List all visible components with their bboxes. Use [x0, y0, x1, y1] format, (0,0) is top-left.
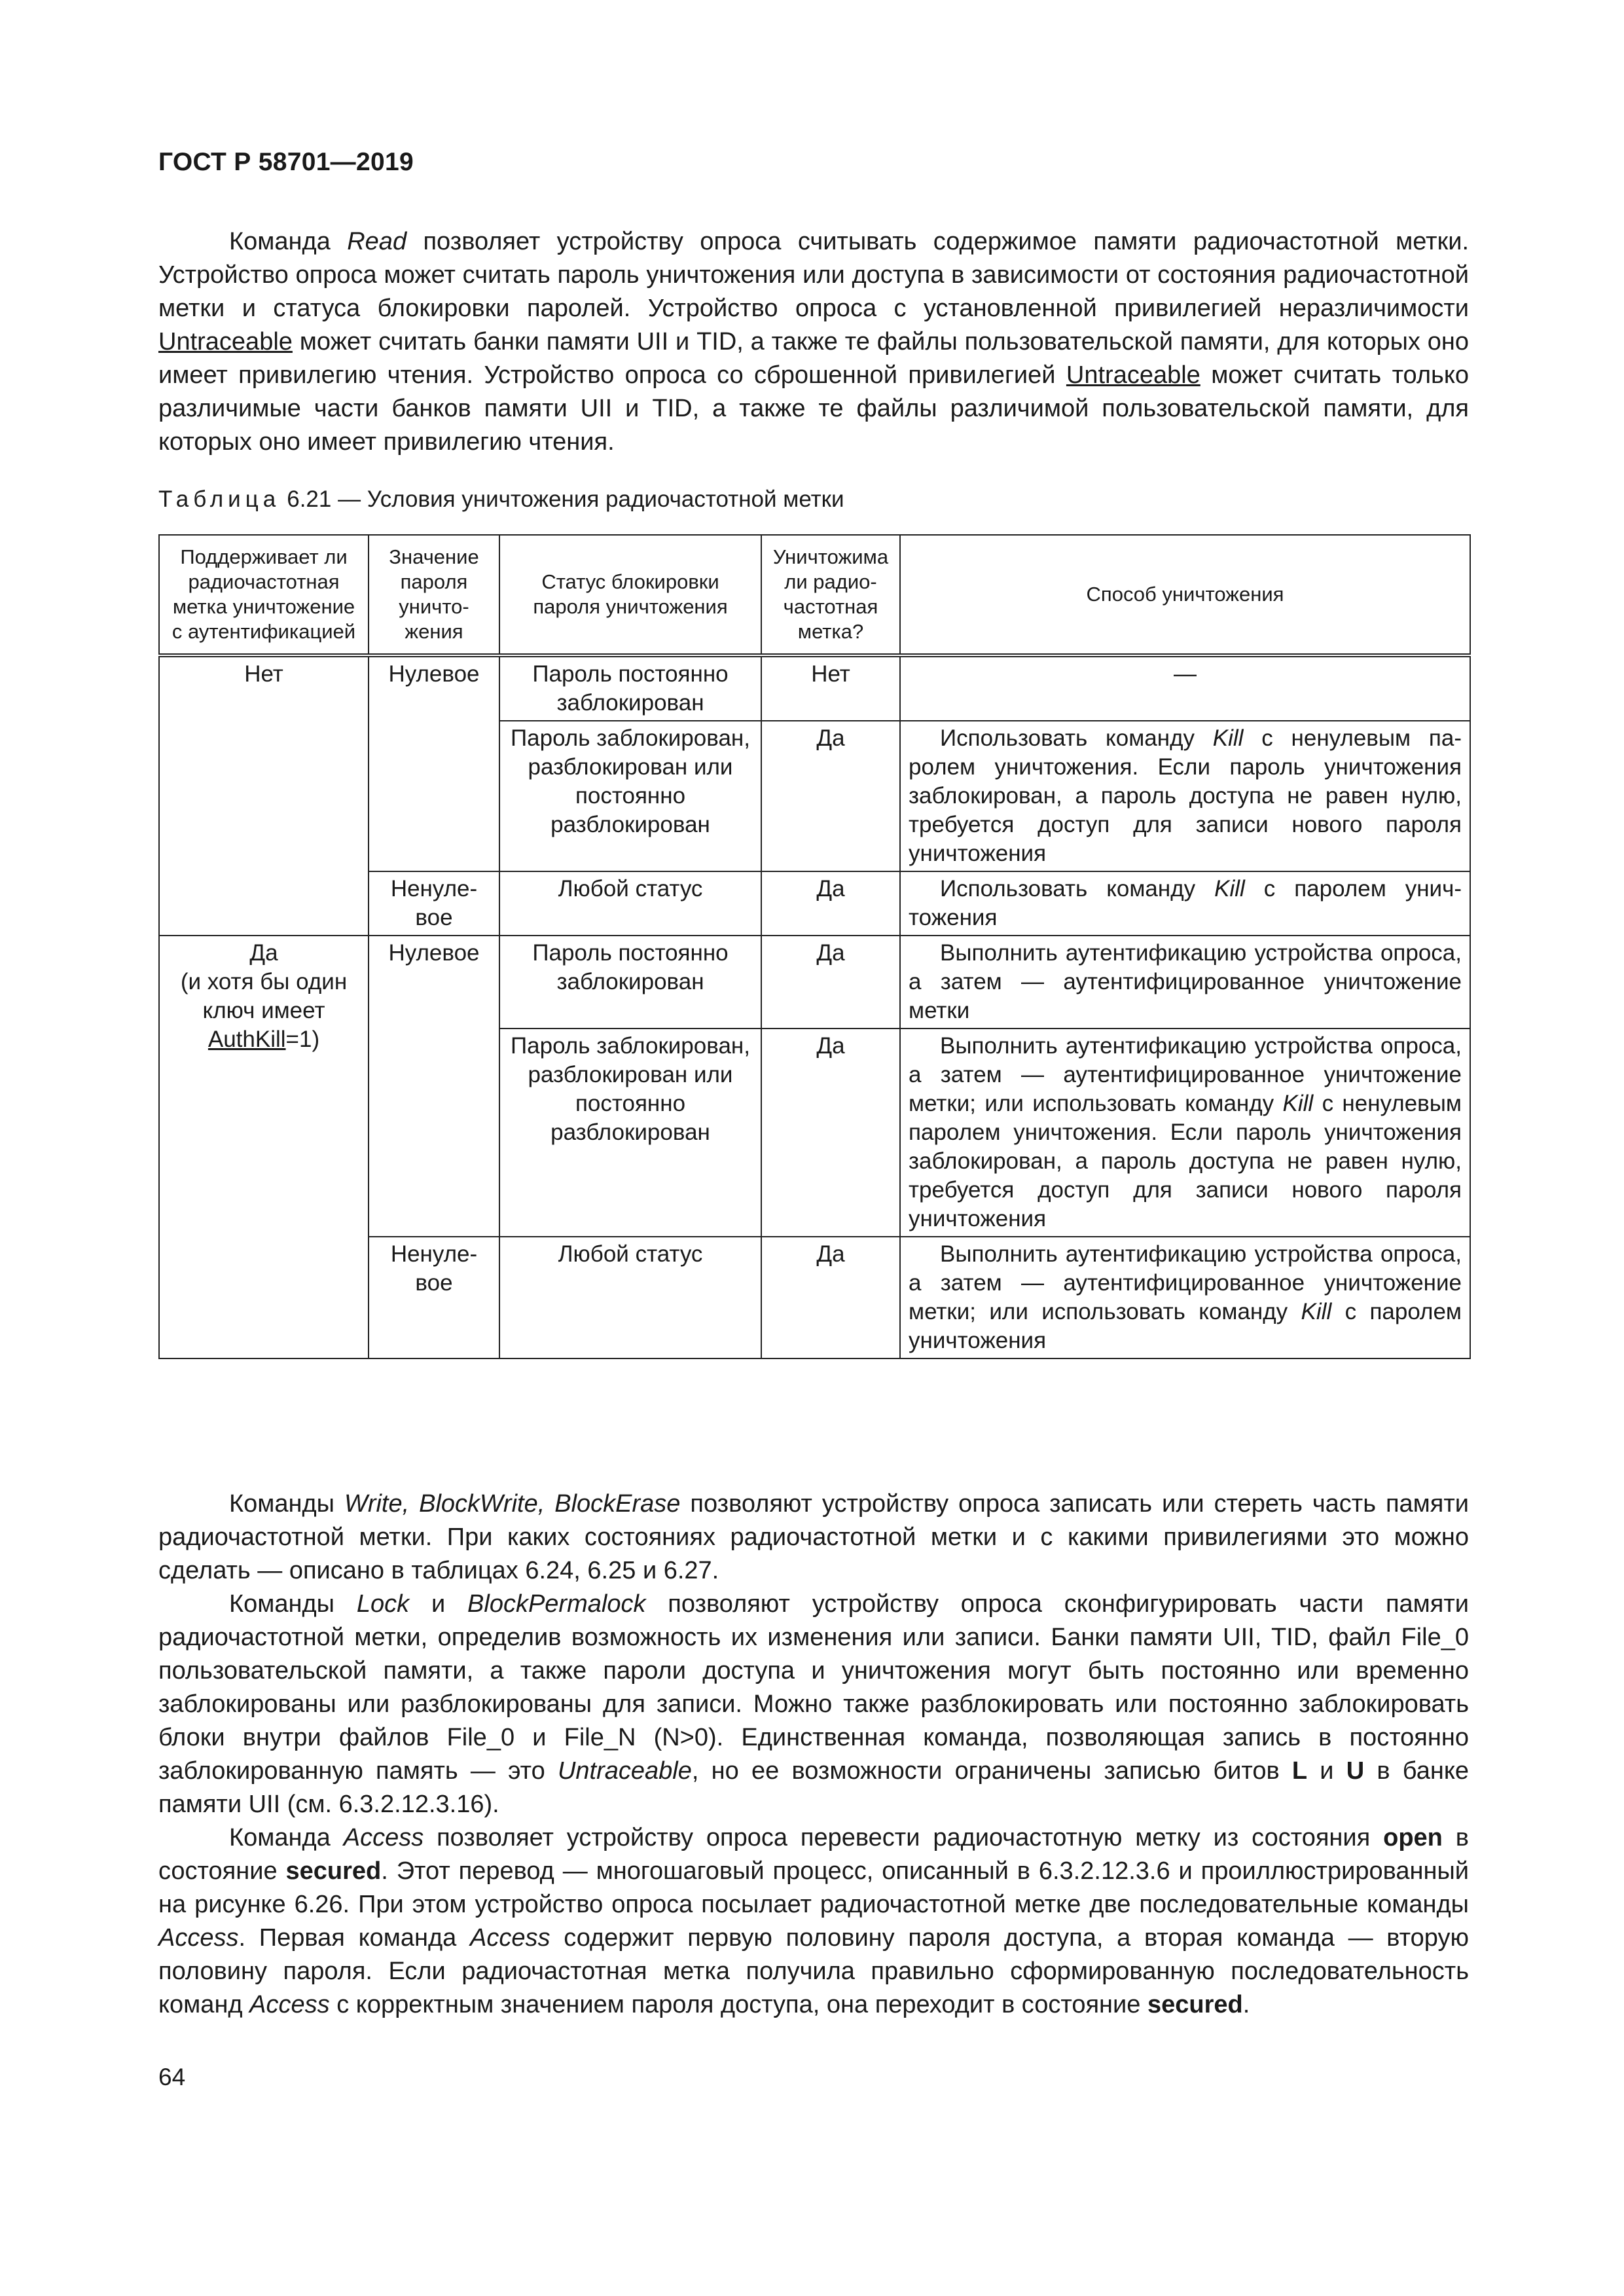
- header-method: Способ уничтожения: [900, 535, 1470, 655]
- method-cell: Использовать команду Kill с ненулевым паролем уничтожения. Если пароль уничтожения заблокирован, а пароль доступа не равен нулю, требуется доступ для записи нового пароля уничтожения: [900, 721, 1470, 871]
- value-zero-cell: Нулевое: [369, 655, 499, 871]
- access-command-paragraph: Команда Access позволяет устройству опроса перевести радиочастотную метку из состояния open в состояние secured. Этот перевод — многошаговый процесс, описанный в 6.3.2.12.3.6 и проиллюстрированный на рисунке 6.26. При этом устройство опроса посылает радиочастотной метке две последовательные команды Access. Первая команда Access содержит первую половину пароля доступа, а вторая команда — вторую половину пароля. Если радиочастотная метка получила правильно сформированную последовательность команд Access с корректным значением пароля доступа, она переходит в состояние secured.: [158, 1824, 1469, 2018]
- killable-cell: Да: [761, 936, 900, 1029]
- method-cell: Выполнить аутентификацию устройства опроса, а затем — аутентифицированное уничтожение метки; или использовать команду Kill с паролем уничтожения: [900, 1237, 1470, 1358]
- status-cell: Любой статус: [499, 1237, 761, 1358]
- untraceable-link: Untraceable: [1066, 361, 1200, 389]
- header-password-value: Значение пароля уничтожения: [369, 535, 499, 655]
- page-number: 64: [158, 2064, 186, 2090]
- table-caption: Таблица 6.21 — Условия уничтожения радиочастотной метки: [158, 486, 844, 512]
- method-cell: Выполнить аутентификацию устройства опроса, а затем — аутентифицированное уничтожение метки; или использовать команду Kill с ненулевым паролем уничтожения. Если пароль уничтожения заблокирован, а пароль доступа не равен нулю, требуется доступ для записи нового пароля уничтожения: [900, 1029, 1470, 1237]
- table-row: [159, 936, 1470, 1029]
- intro-paragraph: Команда Read позволяет устройству опроса считывать содержимое памяти радиочастотной метки. Устройство опроса может считать пароль уничтожения или доступа в зависимости от состояния радиочастотной метки и статуса блокировки паролей. Устройство опроса с установленной привилегией неразличимости Untraceable может считать банки памяти UII и TID, а также те файлы пользовательской памяти, для которых оно имеет привилегию чтения. Устройство опроса со сброшенной привилегией Untraceable может считать только различимые части банков памяти UII и TID, а также те файлы различимой пользовательской памяти, для которых оно имеет привилегию чтения.: [158, 228, 1470, 456]
- method-cell: —: [900, 655, 1470, 721]
- table-header-row: [159, 535, 1470, 655]
- untraceable-link: Untraceable: [158, 328, 293, 355]
- killable-cell: Да: [761, 1237, 900, 1358]
- header-auth: Поддерживает ли радиочастотная метка уничтожение с аутентификацией: [159, 535, 369, 655]
- lock-commands-paragraph: Команды Lock и BlockPermalock позволяют устройству опроса сконфигурировать части памяти радиочастотной метки, определив возможность их изменения или записи. Банки памяти UII, TID, файл File_0 пользовательской памяти, а также пароли доступа и уничтожения могут быть постоянно или временно заблокированы или разблокированы для записи. Можно также разблокировать или постоянно заблокировать блоки внутри файлов File_0 и File_N (N>0). Единственная команда, позволяющая запись в постоянно заблокированную память — это Untraceable, но ее возможности ограничены записью битов L и U в банке памяти UII (см. 6.3.2.12.3.16).: [158, 1590, 1469, 1818]
- document-header: ГОСТ Р 58701—2019: [158, 148, 414, 176]
- killable-cell: Да: [761, 1029, 900, 1237]
- status-cell: Пароль заблокирован, разблокирован или постоянно разблокирован: [499, 1029, 761, 1237]
- table-row: [159, 655, 1470, 721]
- write-commands-paragraph: Команды Write, BlockWrite, BlockErase позволяют устройству опроса записать или стереть часть памяти радиочастотной метки. При каких состояниях радиочастотной метки и с какими привилегиями это можно сделать — описано в таблицах 6.24, 6.25 и 6.27.: [158, 1490, 1469, 1584]
- status-cell: Пароль постоянно заблокирован: [499, 655, 761, 721]
- method-cell: Выполнить аутентификацию устройства опроса, а затем — аутентифицированное уничтожение метки: [900, 936, 1470, 1029]
- group-no-cell: Нет: [159, 655, 369, 936]
- value-nonzero-cell: Ненулевое: [369, 871, 499, 936]
- kill-conditions-table: [158, 534, 1471, 1359]
- group-yes-cell: Да (и хотя бы один ключ имеет AuthKill=1): [159, 936, 369, 1358]
- authkill-link: AuthKill: [208, 1027, 286, 1052]
- status-cell: Любой статус: [499, 871, 761, 936]
- killable-cell: Да: [761, 721, 900, 871]
- value-zero-cell: Нулевое: [369, 936, 499, 1237]
- value-nonzero-cell: Ненулевое: [369, 1237, 499, 1358]
- killable-cell: Да: [761, 871, 900, 936]
- method-cell: Использовать команду Kill с паролем уничтожения: [900, 871, 1470, 936]
- status-cell: Пароль заблокирован, разблокирован или постоянно разблокирован: [499, 721, 761, 871]
- header-lock-status: Статус блокировки пароля уничтожения: [499, 535, 761, 655]
- header-killable: Уничтожима ли радиочастотная метка?: [761, 535, 900, 655]
- killable-cell: Нет: [761, 655, 900, 721]
- status-cell: Пароль постоянно заблокирован: [499, 936, 761, 1029]
